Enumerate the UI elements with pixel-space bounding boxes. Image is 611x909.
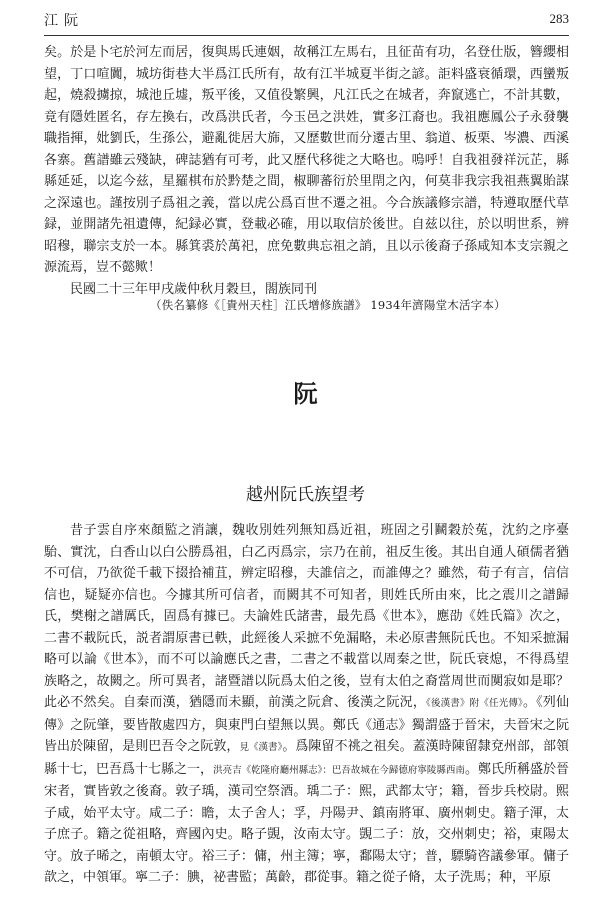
section-title: 阮 [293, 380, 318, 408]
inline-note-1: 《後漢書》附《任光傳》 [426, 698, 523, 709]
article-text-c: 。爲陳留不祧之祖矣。蓋漢時陳留隸兗州部，部領縣十七，巴吾爲十七縣之一， [44, 739, 569, 777]
preface-block [44, 42, 569, 300]
page-number: 283 [549, 11, 569, 26]
source-citation: （佚名纂修《［貴州天柱］江氏增修族譜》 1934年濟陽堂木活字本） [150, 298, 506, 312]
preface-paragraph: 矣。於是卜宅於河左而居，復與馬氏連姻，故稱江左馬右，且征苗有功，名登仕版，簪纓相望，丁口喧闐，城坊街巷大半爲江氏所有，故有江半城夏半街之諺。詎料盛衰循環，西蠻叛起，燒殺擄掠，城池丘墟，叛平後，又值役繁興，凡江氏之在城者，奔竄逃亡，不計其數，竟有隱姓匿名，存左換右，改爲洪氏者，今玉邑之洪姓，實多江裔也。我祖應鳳公子永發襲職指揮，妣劉氏，生孫公，避亂徙居大旆，又歷數世而分遷古里、翁道、板栗、岑濃、西溪各寨。舊譜雖云殘缺，碑誌猶有可考，此又歷代移徙之大略也。嗚呼！自我祖發祥沅芷，縣縣延延，以迄今兹，星羅棋布於黔楚之間，椒聊蕃衍於里閈之內，何莫非我宗我祖燕翼貽謀之深遠也。謹按別子爲祖之義，當以虎公爲百世不遷之祖。今合族議修宗譜，特遵取歷代草録，並開諸先祖遺傳，紀録必實，登載必確，用以取信於後世。自兹以往，於以明世系，辨昭穆，聯宗支於一本。縣箕裘於萬祀，庶免數典忘祖之誚，且以示後裔子孫咸知本支宗親之源流焉，豈不懿歟！ [44, 45, 569, 275]
article-paragraph [44, 520, 569, 889]
article-text-a: 昔子雲自序來顏監之消讓，魏收別姓列無知爲近祖，班固之引鬭穀於菟，沈約之序臺駘、實沈，白香山以白公勝爲祖，白乙丙爲宗，宗乃在前，祖反生後。其出自通人碩儒者猶不可信，乃欲從千載下掇拾補苴，辨定昭穆，夫誰信之，而誰傳之？雖然，荀子有言，信信信也，疑疑亦信也。今據其所可信者，而闕其不可知者，則姓氏所由來，比之震川之譜歸氏，樊榭之譜厲氏，固爲有據已。夫論姓氏諸書，最先爲《世本》，應劭《姓氏篇》次之，二書不載阮氏，説者謂原書已軼，此經後人采摭不免漏略，未必原書無阮氏也。不知采摭漏略可以論《世本》，而不可以論應氏之書，二書之不載當以周秦之世，阮氏衰熄，不得爲望族略之，故闕之。所可異者，諸暨譜以阮爲太伯之後，豈有太伯之裔當周世而闃寂如是耶？此必不然矣。自秦而漢，猶隱而未顯，前漢之阮倉、後漢之阮況， [44, 523, 569, 710]
header-rule [44, 35, 569, 36]
article-title: 越州阮氏族望考 [246, 485, 365, 505]
article-body [44, 520, 569, 889]
inline-note-2: 見《漢書》 [239, 742, 283, 753]
page-header [44, 10, 569, 32]
inline-note-3: 洪亮吉《乾隆府廳州縣志》：巴吾故城在今歸德府寧陵縣西南 [213, 764, 465, 776]
running-title: 江阮 [44, 13, 84, 29]
article-text-d: 。鄭氏所稱盛於晉宋者，實皆敦之後裔。敦子瑀，漢司空祭酒。瑀二子：熙，武都太守；籍，晉步兵校尉。熙子咸，始平太守。咸二子：瞻，太子舍人；孚，丹陽尹、鎮南將軍、廣州刺史。籍子渾，太子庶子。籍之從祖略，齊國內史。略子覬，汝南太守。覬二子：放，交州刺史；裕，東陽太守。放子晞之，南頓太守。裕三子：傭，州主簿；寧，鄱陽太守；普，驃騎咨議參軍。傭子歆之，中領軍。寧二子：腆，祕書監；萬齡，郡從事。籍之從子脩，太子洗馬；种，平原 [44, 761, 569, 885]
preface-signature: 民國二十三年甲戌歲仲秋月穀旦，閤族同刊 [70, 281, 318, 297]
article-text-b: 。《列仙傳》之阮肇，要皆散處四方，與東門白望無以異。鄭氏《通志》獨謂盛于晉宋，夫晉宋之阮皆出於陳留，是則巴吾令之阮敦， [44, 695, 569, 754]
